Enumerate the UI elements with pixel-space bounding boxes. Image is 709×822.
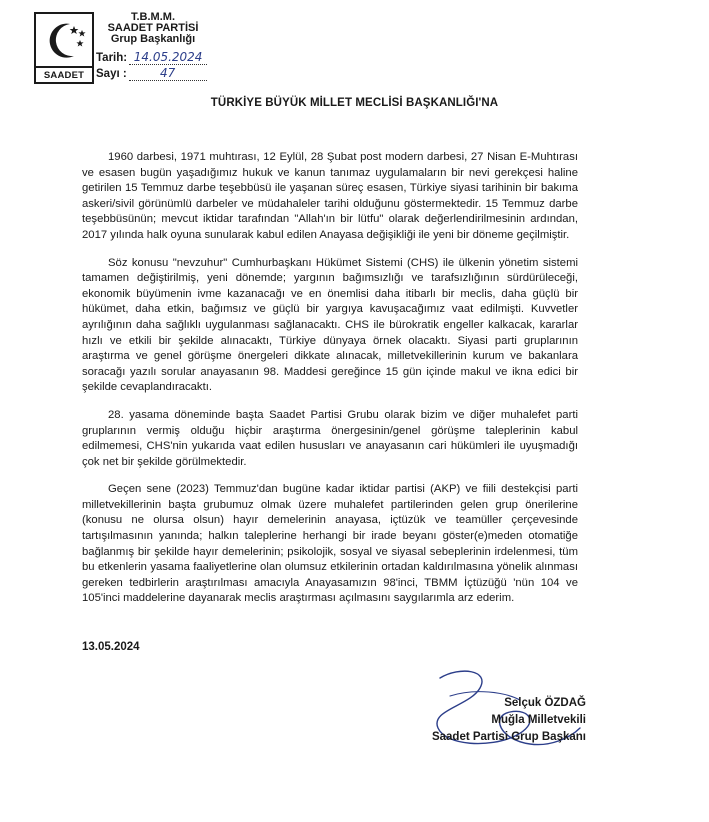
- stamp-number-label: Sayı :: [96, 68, 127, 80]
- signatory-role: Muğla Milletvekili: [491, 714, 586, 726]
- paragraph-4: Geçen sene (2023) Temmuz'dan bugüne kadar iktidar partisi (AKP) ve fiili destekçisi parti milletvekillerinin başta grubumuz olmak üzere muhalefet partilerinden gelen grup önerilerine (konusu ne olursa olsun) hayır demelerinin anayasa, içtüzük ve teamüller çerçevesinde tartışılmasının yanında; halkın taleplerine herhangi bir irade beyanı göster(e)meden otomatiğe bağlanmış bir şekilde hayır demelerinin; psikolojik, sosyal ve siyasal sebeplerinin irdelenmesi, tüm bu etkenlerin yasama faaliyetlerine olan olumsuz etkilerinin ortadan kaldırılmasına yönelik alınması gereken tedbirlerin araştırılması amacıyla Anayasamızın 98'inci, TBMM İçtüzüğü 'nün 104 ve 105'inci maddelerine dayanarak meclis araştırması açılmasını saygılarımla arz ederim.: [82, 483, 578, 605]
- document-title: TÜRKİYE BÜYÜK MİLLET MECLİSİ BAŞKANLIĞI'NA: [210, 97, 499, 109]
- paragraph-2: Söz konusu "nevzuhur" Cumhurbaşkanı Hükümet Sistemi (CHS) ile ülkenin yönetim sistemi tamamen değiştirilmiş, yeni dönemde; yargının bağımsızlığı ve tarafsızlığının sürdürüleceği, ekonomik büyümenin ivme kazanacağı ve en önemlisi daha itibarlı bir meclis, daha güçlü bir hükümet, daha etkin, bağımsız ve güçlü bir yargıya kavuşacağımız vaat edilmişti. Kuvvetler ayrılığının daha sağlıklı uygulanması sağlanacaktı. CHS ile bürokratik engeller kalkacak, kararlar hızlı ve etkili bir şekilde alınacaktı, Türkiye dünyaya örnek olacaktı. Siyasi parti gruplarının araştırma ve genel görüşme önergeleri dikkate alınacak, milletvekillerinin kurum ve bakanlara soracağı yazılı sorular anayasanın 98. Maddesi gereğince 15 gün içinde makul ve ikna edici bir şekilde cevaplandıracaktı.: [82, 256, 578, 394]
- logo-text: SAADET: [36, 66, 92, 82]
- signatory-name: Selçuk ÖZDAĞ: [504, 697, 586, 709]
- stamp-line-2: SAADET PARTİSİ: [107, 22, 199, 34]
- document-date: 13.05.2024: [82, 641, 140, 653]
- stamp-number-row: [96, 66, 207, 81]
- stamp-line-1: T.B.M.M.: [131, 11, 175, 23]
- signatory-position: Saadet Partisi Grup Başkanı: [431, 731, 586, 743]
- stamp-date-value: 14.05.2024: [129, 50, 207, 65]
- stamp-number-value: 47: [129, 66, 207, 81]
- stamp-date-label: Tarih:: [96, 52, 128, 64]
- paragraph-3: 28. yasama döneminde başta Saadet Partisi Grubu olarak bizim ve diğer muhalefet parti gruplarının vermiş olduğu hiçbir araştırma önergesinin/genel görüşme taleplerinin kabul edilmemesi, CHS'nin yukarıda vaat edilen hususları ve anayasanın cari hükümleri ile uyuşmadığı çok net bir şekilde görülmektedir.: [82, 408, 578, 468]
- stamp-header: [98, 12, 208, 45]
- crescent-stars-icon: [40, 18, 90, 64]
- party-logo: [34, 12, 94, 84]
- stamp-line-3: Grup Başkanlığı: [110, 33, 196, 45]
- paragraph-1: 1960 darbesi, 1971 muhtırası, 12 Eylül, 28 Şubat post modern darbesi, 27 Nisan E-Muhtırası ve esasen bugün yaşadığımız hukuk ve kanun tanımaz uygulamaların bir nevi gerekçesi haline getirilen 15 Temmuz darbe teşebbüsü ile yaşanan süreç esasen, Türkiye siyasi tarihinin bir bakıma askeri/sivil görünümlü darbeler ve müdahaleler tarihi olduğunu göstermektedir. 15 Temmuz darbe teşebbüsünün; mevcut iktidar tarafından "Allah'ın bir lütfu" olarak değerlendirilmesinin ardından, 2017 yılında halk oyuna sunularak kabul edilen Anayasa değişikliği ile yeni bir döneme geçilmiştir.: [82, 151, 578, 241]
- stamp-date-row: [96, 50, 207, 65]
- signature-block: [432, 695, 586, 746]
- document-body: [82, 150, 578, 619]
- official-stamp: [34, 12, 214, 84]
